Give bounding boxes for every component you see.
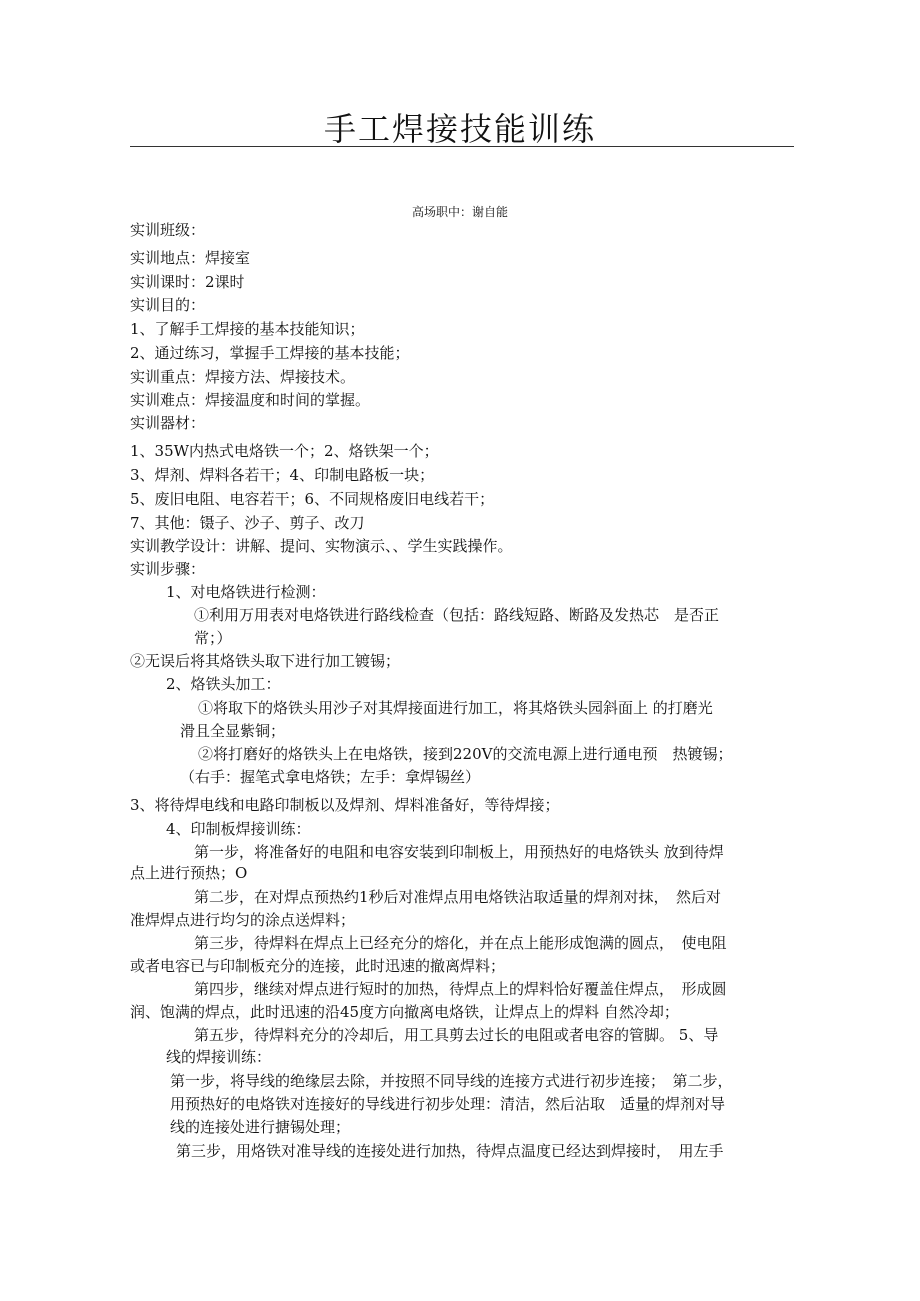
text-line: 实训器材： [130, 414, 206, 432]
text-line: 第一步，将导线的绝缘层去除，并按照不同导线的连接方式进行初步连接； 第二步， [170, 1072, 733, 1090]
document-title: 手工焊接技能训练 [323, 110, 596, 148]
text-line: 常；） [194, 629, 232, 647]
text-line: 2、烙铁头加工： [166, 675, 281, 693]
text-line: 第三步，用烙铁对准导线的连接处进行加热，待焊点温度已经达到焊接时， 用左手 [176, 1142, 724, 1160]
text-line: 第二步，在对焊点预热约1秒后对准焊点用电烙铁沾取适量的焊剂对抹， 然后对 [194, 888, 722, 906]
text-line: 3、焊剂、焊料各若干；4、印制电路板一块； [130, 466, 435, 484]
text-line: ②无误后将其烙铁头取下进行加工镀锡； [130, 652, 401, 670]
text-line: 1、对电烙铁进行检测： [166, 583, 326, 601]
text-line: 第五步，待焊料充分的冷却后，用工具剪去过长的电阻或者电容的管脚。 5、导 [194, 1026, 719, 1044]
text-line: 点上进行预热；O [130, 864, 248, 882]
text-line: ②将打磨好的烙铁头上在电烙铁，接到220V的交流电源上进行通电预 热镀锡； [198, 745, 733, 763]
text-line: 实训步骤： [130, 560, 206, 578]
text-line: 第一步，将准备好的电阻和电容安装到印制板上，用预热好的电烙铁头 放到待焊 [194, 843, 724, 861]
text-line: 实训地点：焊接室 [130, 249, 251, 267]
text-line: 实训课时：2课时 [130, 273, 245, 291]
text-line: ①利用万用表对电烙铁进行路线检查（包括：路线短路、断路及发热芯 是否正 [194, 606, 720, 624]
text-line: （右手：握笔式拿电烙铁；左手：拿焊锡丝） [180, 768, 481, 786]
text-line: 准焊焊点进行均匀的涂点送焊料； [130, 911, 356, 929]
text-line: 线的连接处进行搪锡处理； [170, 1118, 351, 1136]
text-line: 实训重点：焊接方法、焊接技术。 [130, 368, 356, 386]
text-line: 7、其他：镊子、沙子、剪子、改刀 [130, 514, 365, 532]
text-line: 实训目的： [130, 296, 206, 314]
text-line: ①将取下的烙铁头用沙子对其焊接面进行加工，将其烙铁头园斜面上 的打磨光 [198, 699, 713, 717]
author-line: 高场职中：谢自能 [411, 205, 508, 219]
text-line: 3、将待焊电线和电路印制板以及焊剂、焊料准备好，等待焊接； [130, 796, 560, 814]
text-line: 用预热好的电烙铁对连接好的导线进行初步处理：清洁，然后沾取 适量的焊剂对导 [170, 1095, 726, 1113]
text-line: 线的焊接训练： [166, 1048, 272, 1066]
text-line: 实训教学设计：讲解、提问、实物演示、、学生实践操作。 [130, 537, 513, 555]
text-line: 第三步，待焊料在焊点上已经充分的熔化，并在点上能形成饱满的圆点， 使电阻 [194, 934, 727, 952]
text-line: 5、废旧电阻、电容若干；6、不同规格废旧电线若干； [130, 490, 495, 508]
text-line: 2、通过练习，掌握手工焊接的基本技能； [130, 344, 410, 362]
text-line: 1、35W内热式电烙铁一个；2、烙铁架一个； [130, 442, 439, 460]
text-line: 实训班级： [130, 221, 206, 239]
text-line: 第四步，继续对焊点进行短时的加热，待焊点上的焊料恰好覆盖住焊点， 形成圆 [194, 980, 727, 998]
text-line: 润、饱满的焊点，此时迅速的沿45度方向撤离电烙铁，让焊点上的焊料 自然冷却； [130, 1003, 679, 1021]
text-line: 实训难点：焊接温度和时间的掌握。 [130, 391, 371, 409]
text-line: 滑且全显紫铜； [180, 722, 286, 740]
text-line: 1、了解手工焊接的基本技能知识； [130, 320, 365, 338]
text-line: 4、印制板焊接训练： [166, 820, 311, 838]
text-line: 或者电容已与印制板充分的连接，此时迅速的撤离焊料； [130, 957, 506, 975]
title-divider [130, 146, 794, 147]
